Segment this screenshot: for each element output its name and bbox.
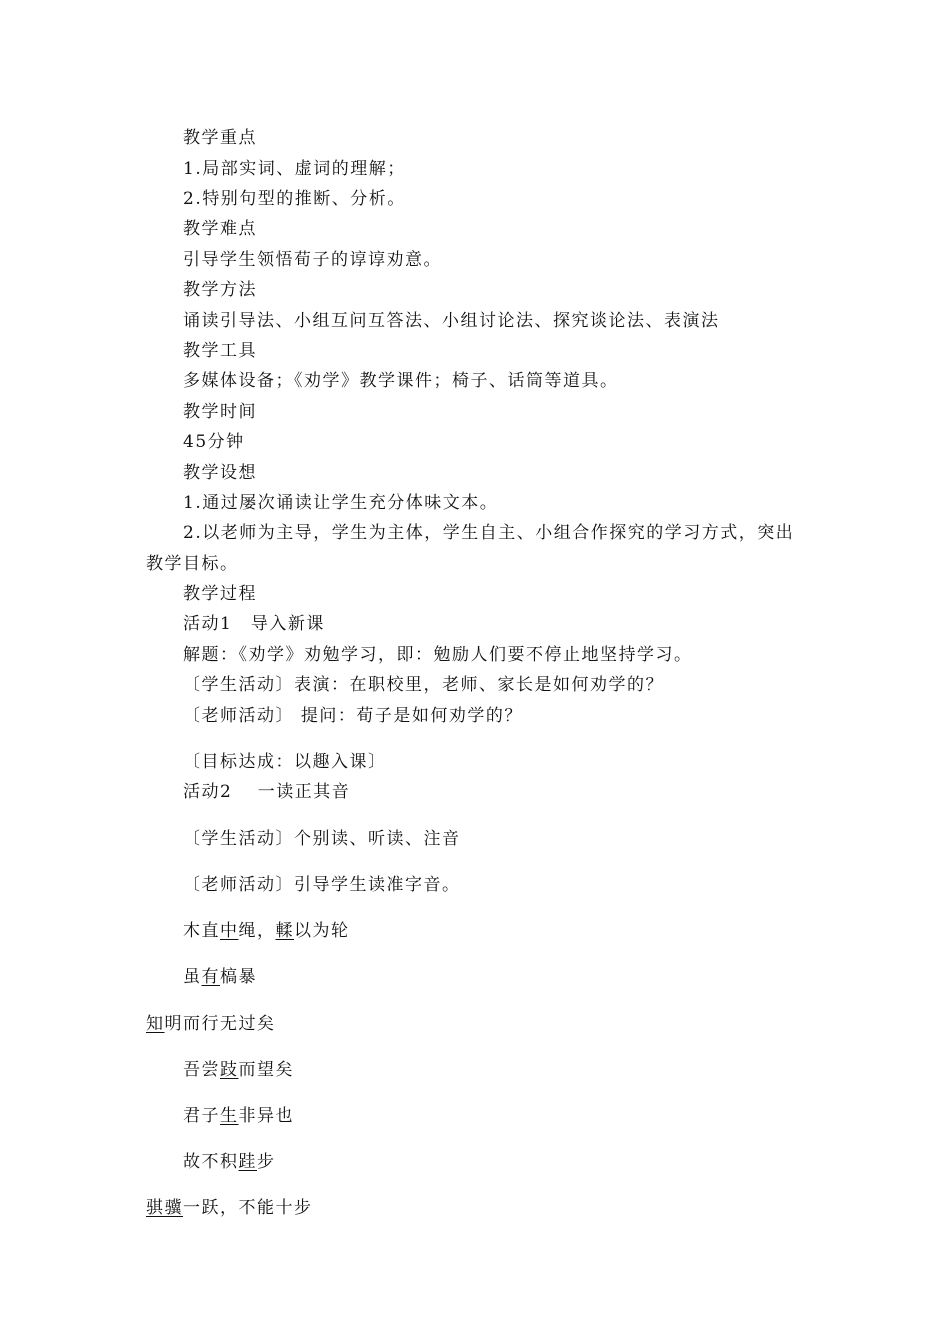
underlined-char: 骐骥 xyxy=(146,1198,183,1218)
activity1-student: 〔学生活动〕表演：在职校里，老师、家长是如何劝学的？ xyxy=(183,675,664,695)
difficulty-text: 引导学生领悟荀子的谆谆劝意。 xyxy=(183,250,442,270)
phrase-text: 吾尝 xyxy=(183,1060,220,1080)
focus-item-2: 2.特别句型的推断、分析。 xyxy=(183,189,406,209)
phrase-text: 非异也 xyxy=(238,1106,294,1126)
phrase-text: 槁暴 xyxy=(220,967,257,987)
phrase-3 xyxy=(146,1012,276,1036)
focus-item-1: 1.局部实词、虚词的理解； xyxy=(183,159,406,179)
phrase-text: 木直 xyxy=(183,921,220,941)
activity2-student: 〔学生活动〕个别读、听读、注音 xyxy=(183,829,461,849)
underlined-char: 有 xyxy=(201,967,220,987)
underlined-char: 知 xyxy=(146,1014,165,1034)
tools-text: 多媒体设备；《劝学》教学课件；椅子、话筒等道具。 xyxy=(183,371,619,391)
phrase-1 xyxy=(183,919,350,943)
activity1-goal: 〔目标达成：以趣入课〕 xyxy=(183,752,387,772)
activity1-teacher: 〔老师活动〕 提问：荀子是如何劝学的？ xyxy=(183,706,523,726)
focus-heading: 教学重点 xyxy=(183,128,257,148)
phrase-text: 明而行无过矣 xyxy=(164,1014,276,1034)
underlined-char: 輮 xyxy=(275,921,294,941)
underlined-char: 生 xyxy=(220,1106,239,1126)
activity2-title: 活动2 一读正其音 xyxy=(183,782,351,802)
phrase-2 xyxy=(183,965,257,989)
underlined-char: 中 xyxy=(220,921,239,941)
phrase-4 xyxy=(183,1058,294,1082)
phrase-text: 故不积 xyxy=(183,1152,239,1172)
phrase-text: 而望矣 xyxy=(238,1060,294,1080)
tools-heading: 教学工具 xyxy=(183,341,257,361)
phrase-text: 绳， xyxy=(238,921,276,941)
underlined-char: 跬 xyxy=(238,1152,257,1172)
design-item-1: 1.通过屡次诵读让学生充分体味文本。 xyxy=(183,493,499,513)
process-heading: 教学过程 xyxy=(183,584,257,604)
method-text: 诵读引导法、小组互问互答法、小组讨论法、探究谈论法、表演法 xyxy=(183,311,720,331)
phrase-text: 步 xyxy=(257,1152,276,1172)
activity1-topic: 解题：《劝学》劝勉学习，即：勉励人们要不停止地坚持学习。 xyxy=(183,645,693,665)
time-heading: 教学时间 xyxy=(183,402,257,422)
phrase-text: 一跃，不能十步 xyxy=(183,1198,313,1218)
underlined-char: 跂 xyxy=(220,1060,239,1080)
design-item-2: 2.以老师为主导，学生为主体，学生自主、小组合作探究的学习方式，突出教学目标。 xyxy=(146,523,795,574)
phrase-text: 以为轮 xyxy=(294,921,350,941)
time-text: 45分钟 xyxy=(183,432,245,452)
phrase-5 xyxy=(183,1104,294,1128)
phrase-6 xyxy=(183,1150,276,1174)
phrase-7 xyxy=(146,1196,313,1220)
activity1-title: 活动1 导入新课 xyxy=(183,614,325,634)
phrase-text: 虽 xyxy=(183,967,202,987)
phrase-text: 君子 xyxy=(183,1106,220,1126)
difficulty-heading: 教学难点 xyxy=(183,219,257,239)
activity2-teacher: 〔老师活动〕引导学生读准字音。 xyxy=(183,875,461,895)
design-heading: 教学设想 xyxy=(183,463,257,483)
method-heading: 教学方法 xyxy=(183,280,257,300)
